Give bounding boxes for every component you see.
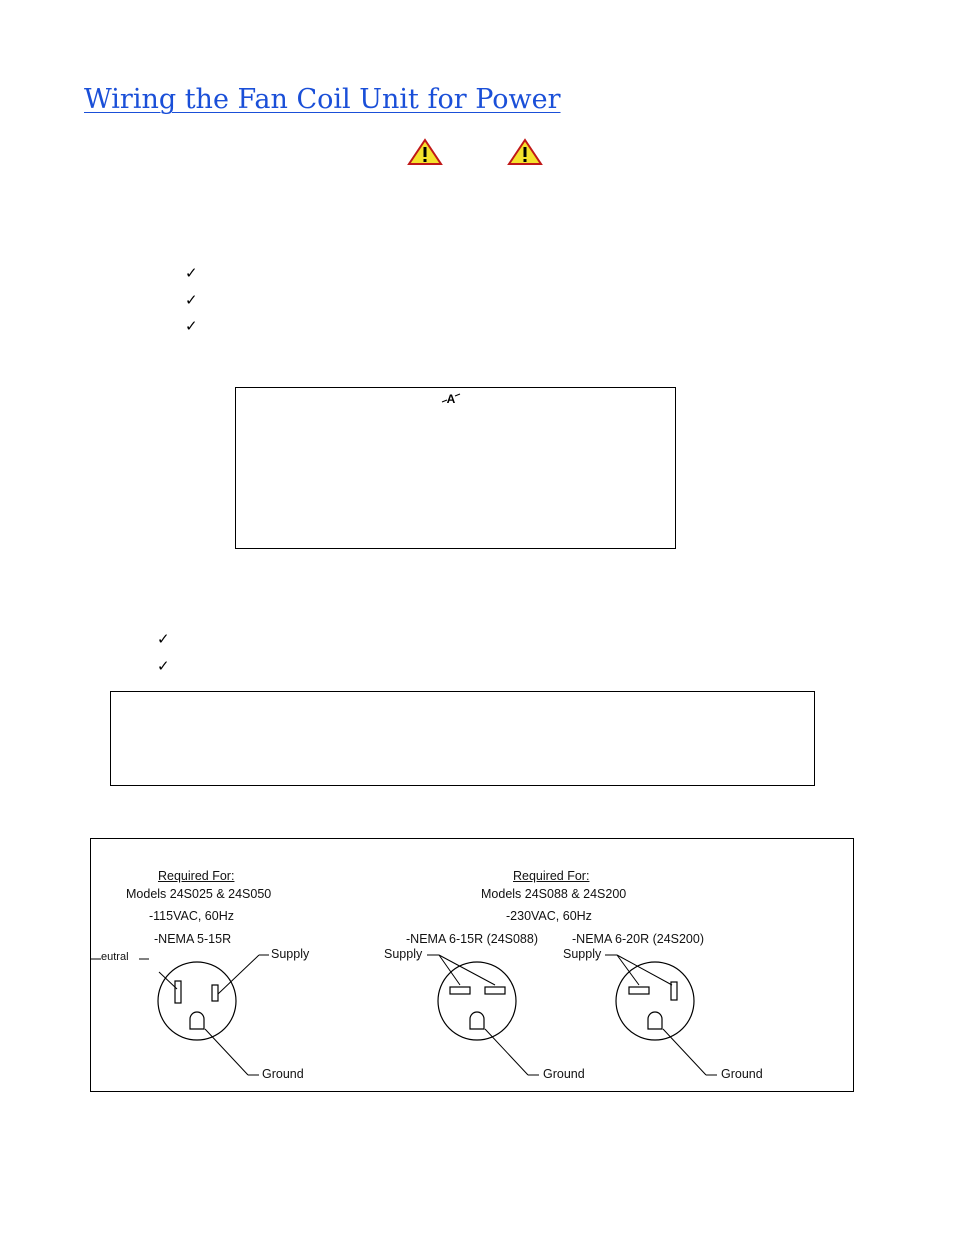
warning-icon: [407, 138, 443, 166]
middle-ground-label: Ground: [543, 1067, 585, 1081]
left-nema-label: -NEMA 5-15R: [154, 932, 232, 946]
right-required-for-heading: Required For:: [513, 869, 590, 883]
neutral-label: eutral: [101, 951, 129, 963]
receptacle-figure: [90, 838, 854, 1092]
left-ground-label: Ground: [262, 1067, 304, 1081]
right-models-label: Models 24S088 & 24S200: [481, 887, 627, 901]
right-ground-label: Ground: [721, 1067, 763, 1081]
page-title[interactable]: Wiring the Fan Coil Unit for Power: [84, 84, 561, 115]
caution-note-box: [235, 387, 676, 549]
right-supply-label: Supply: [563, 947, 602, 961]
warning-icon: [507, 138, 543, 166]
checkmark-icon: ✓: [157, 657, 170, 675]
nema-6-20r-receptacle: [605, 955, 717, 1075]
nema-6-20r-label: -NEMA 6-20R (24S200): [572, 932, 705, 946]
middle-supply-label: Supply: [384, 947, 423, 961]
left-supply-label: Supply: [271, 947, 310, 961]
checkmark-icon: ✓: [185, 291, 198, 309]
caution-icon-glyph: A: [446, 392, 456, 406]
nema-6-15r-label: -NEMA 6-15R (24S088): [406, 932, 539, 946]
nema-6-15r-receptacle: [427, 955, 539, 1075]
checkmark-icon: ✓: [185, 317, 198, 335]
nema-5-15r-receptacle: [91, 955, 269, 1075]
checkmark-icon: ✓: [157, 630, 170, 648]
left-voltage-label: -115VAC, 60Hz: [149, 909, 234, 923]
caution-icon: [440, 390, 462, 406]
checkmark-icon: ✓: [185, 264, 198, 282]
left-models-label: Models 24S025 & 24S050: [126, 887, 272, 901]
right-voltage-label: -230VAC, 60Hz: [506, 909, 592, 923]
wiring-note-box: [110, 691, 815, 786]
left-required-for-heading: Required For:: [158, 869, 235, 883]
